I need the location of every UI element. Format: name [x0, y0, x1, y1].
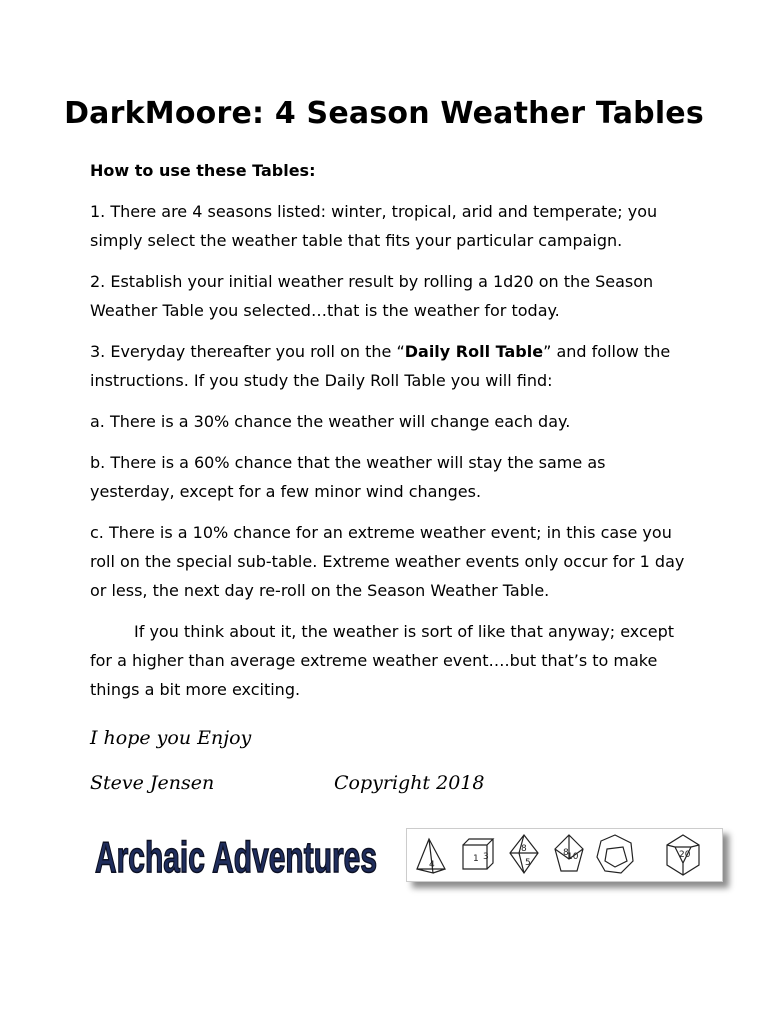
- die-number: 1: [473, 854, 479, 864]
- copyright-text: Copyright 2018: [334, 772, 485, 794]
- die-number: 5: [525, 858, 531, 868]
- paragraph-1: 1. There are 4 seasons listed: winter, tropical, arid and temperate; you simply select the weather table that fits your particular campaign.: [90, 202, 658, 250]
- archaic-adventures-logo: [93, 816, 393, 888]
- paragraph-final: If you think about it, the weather is sort of like that anyway; except for a higher than average extreme weather event….but that’s to make things a bit more exciting.: [90, 622, 675, 699]
- die-number: 8: [563, 848, 569, 858]
- section-heading: How to use these Tables:: [90, 161, 316, 180]
- die-number: 3: [483, 852, 489, 862]
- paragraph-b: b. There is a 60% chance that the weather will stay the same as yesterday, except for a few minor wind changes.: [90, 453, 606, 501]
- closing-line: I hope you Enjoy: [90, 727, 252, 749]
- paragraph-3-start: 3. Everyday thereafter you roll on the “: [90, 342, 405, 361]
- author-name: Steve Jensen: [90, 772, 215, 794]
- paragraph-2: 2. Establish your initial weather result by rolling a 1d20 on the Season Weather Table you selected…that is the weather for today.: [90, 272, 654, 320]
- dice-illustration: [406, 828, 723, 882]
- die-number: 4: [429, 860, 435, 870]
- paragraph-3: [90, 337, 688, 395]
- paragraph-c: c. There is a 10% chance for an extreme weather event; in this case you roll on the special sub-table. Extreme weather events only occur for 1 day or less, the next day re-roll on the Season Weather Table.: [90, 523, 685, 600]
- svg-text:Archaic Adventures: Archaic Adventures: [95, 833, 377, 882]
- dice-icons: [407, 829, 722, 881]
- die-number: 20: [679, 850, 691, 860]
- daily-roll-table-ref: Daily Roll Table: [404, 342, 544, 361]
- paragraph-a: a. There is a 30% chance the weather will change each day.: [90, 412, 571, 431]
- page-title: DarkMoore: 4 Season Weather Tables: [64, 96, 704, 131]
- paragraph-3-end: ” and follow the instructions. If you study the Daily Roll Table you will find:: [90, 342, 671, 390]
- instructions-body: [90, 156, 688, 716]
- die-number: 10: [567, 852, 579, 862]
- die-number: 8: [521, 844, 527, 854]
